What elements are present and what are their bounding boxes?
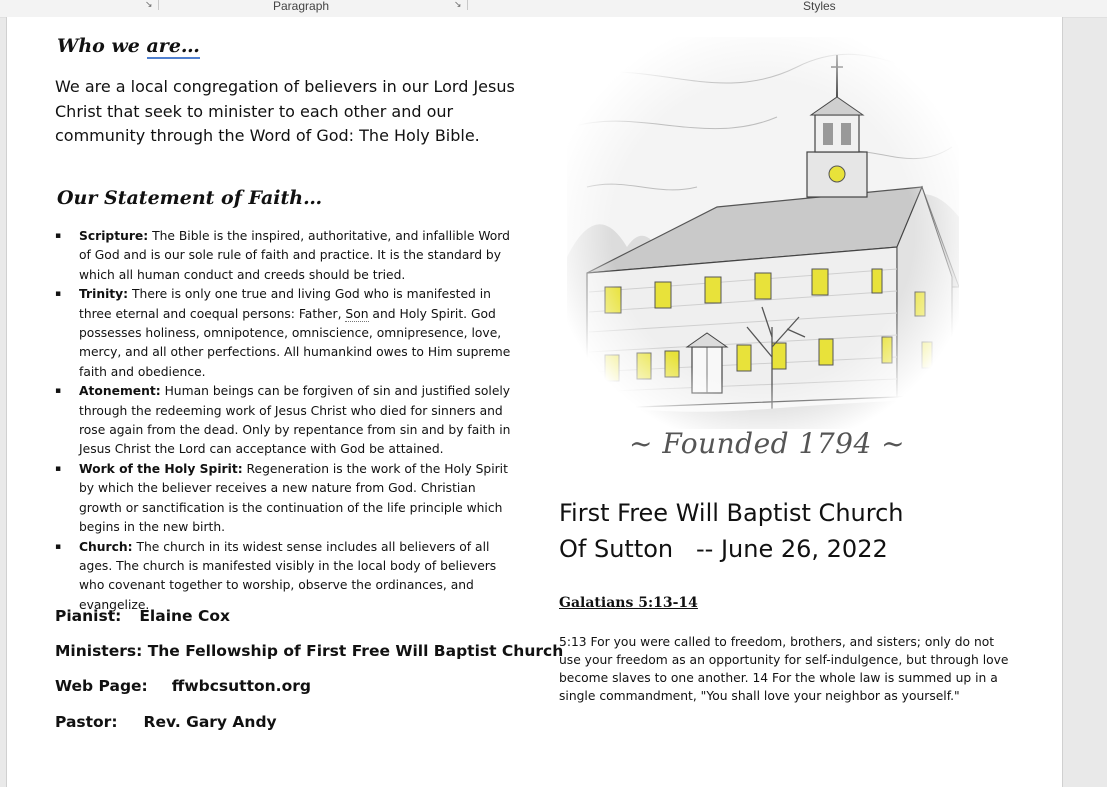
- ministers-line: Ministers: The Fellowship of First Free Will Baptist Church: [55, 642, 564, 660]
- paragraph-group-label: Paragraph: [273, 0, 330, 13]
- pianist-value: Elaine Cox: [139, 607, 230, 625]
- square-bullet-icon: ▪: [55, 231, 62, 241]
- church-name-title: [559, 495, 1019, 567]
- square-bullet-icon: ▪: [55, 386, 62, 397]
- faith-text: The Bible is the inspired, authoritative, and infallible Word of God and is our sole rule of faith and practice. It is the standard by which all human conduct and creeds should be tried.: [79, 229, 510, 282]
- intro-paragraph: We are a local congregation of believers in our Lord Jesus Christ that seek to minister to each other and our community through the Word of God: The Holy Bible.: [55, 77, 515, 145]
- pastor-value: Rev. Gary Andy: [143, 713, 277, 731]
- scripture-reference: Galatians 5:13-14: [559, 595, 698, 611]
- founded-caption: ~ Founded 1794 ~: [629, 427, 906, 460]
- list-item: [55, 538, 517, 616]
- faith-term: Work of the Holy Spirit:: [79, 461, 243, 476]
- statement-of-faith-heading: Our Statement of Faith…: [57, 187, 323, 209]
- square-bullet-icon: ▪: [55, 541, 62, 552]
- list-item: [55, 227, 517, 285]
- web-page-line: [55, 677, 311, 695]
- church-building-sketch[interactable]: [567, 37, 959, 429]
- list-item: [55, 460, 517, 538]
- faith-text: The church in its widest sense includes all believers of all ages. The church is manifested visibly in the local body of believers who covenant together to worship, observe the ordinances, and evangelize.: [79, 539, 497, 612]
- pastor-label: Pastor:: [55, 713, 118, 731]
- pastor-line: [55, 713, 277, 731]
- faith-term: Church:: [79, 539, 133, 554]
- faith-text: and Holy Spirit. God possesses holiness, omnipotence, omniscience, omnipresence, love, mercy, and all other perfections. All humankind owes to Him supreme faith and obedience.: [79, 306, 511, 379]
- faith-term: Trinity:: [79, 287, 129, 302]
- web-label: Web Page:: [55, 677, 148, 695]
- pianist-label: Pianist:: [55, 607, 122, 625]
- square-bullet-icon: ▪: [55, 289, 62, 300]
- scripture-verse: 5:13 For you were called to freedom, brothers, and sisters; only do not use your freedom as an opportunity for self-indulgence, but through love become slaves to one another. 14 For the whole law is summed up in a single commandment, "You shall love your neighbor as yourself.": [559, 635, 1009, 703]
- who-heading-underlined: are…: [146, 35, 200, 57]
- faith-list: [55, 227, 517, 615]
- faith-text: Regeneration is the work of the Holy Spirit by which the believer receives a new nature from God. Christian growth or sanctification is the continuation of the life principle which begins in the new birth.: [79, 461, 508, 535]
- font-dialog-launcher-icon[interactable]: ↘: [145, 0, 153, 10]
- ribbon-bar: [0, 0, 1107, 18]
- who-heading-text: Who we: [57, 35, 147, 57]
- paragraph-dialog-launcher-icon[interactable]: ↘: [454, 0, 462, 10]
- grammar-flag-word[interactable]: Son: [345, 306, 369, 321]
- square-bullet-icon: ▪: [55, 463, 62, 474]
- styles-group-label: Styles: [803, 0, 836, 13]
- list-item: [55, 285, 517, 382]
- document-page[interactable]: [6, 17, 1063, 787]
- ribbon-separator: [158, 0, 159, 10]
- church-date-line: Of Sutton -- June 26, 2022: [559, 535, 888, 563]
- who-we-are-heading: [57, 35, 200, 57]
- ribbon-separator: [467, 0, 468, 10]
- pianist-line: [55, 607, 230, 625]
- church-name-line: First Free Will Baptist Church: [559, 499, 904, 527]
- faith-text: Human beings can be forgiven of sin and justified solely through the redeeming work of Jesus Christ who died for sinners and rose again from the dead. Only by repentance from sin and by faith in Jesus Christ the Lord can acceptance with God be attained.: [79, 384, 511, 457]
- web-value: ffwbcsutton.org: [171, 677, 311, 695]
- list-item: [55, 382, 517, 460]
- faith-text: There is only one true and living God who is manifested in three eternal and coequal persons: Father,: [79, 287, 491, 321]
- faith-term: Scripture:: [79, 229, 149, 243]
- faith-term: Atonement:: [79, 384, 161, 399]
